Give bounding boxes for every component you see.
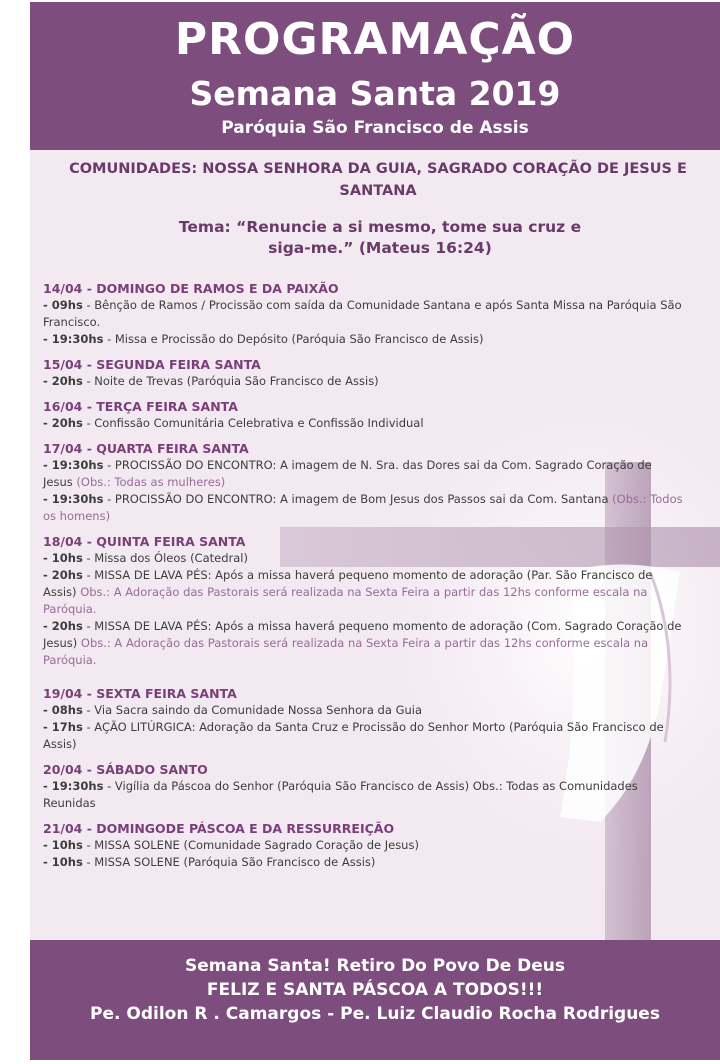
- day-title: 21/04 - DOMINGODE PÁSCOA E DA RESSURREIÇÃO: [43, 821, 395, 836]
- event-time: - 20hs: [43, 374, 83, 388]
- event-item: [43, 491, 683, 525]
- theme-quote: [130, 217, 630, 259]
- event-text: - Bênção de Ramos / Procissão com saída da Comunidade Santana e após Santa Missa na Paróquia São Francisco.: [43, 298, 682, 329]
- event-time: - 19:30hs: [43, 458, 104, 472]
- event-time: - 09hs: [43, 298, 83, 312]
- theme-line-2: siga-me.” (Mateus 16:24): [268, 239, 492, 257]
- event-text: - Missa e Procissão do Depósito (Paróquia São Francisco de Assis): [103, 332, 484, 346]
- day-block: [43, 533, 683, 669]
- day-block: [43, 398, 683, 432]
- event-time: - 10hs: [43, 551, 83, 565]
- event-note: (Obs.: Todas as mulheres): [76, 475, 226, 489]
- event-time: - 19:30hs: [43, 492, 104, 506]
- event-item: [43, 331, 683, 348]
- event-time: - 20hs: [43, 568, 83, 582]
- parish-name: Paróquia São Francisco de Assis: [221, 118, 529, 138]
- footer-line-3: Pe. Odilon R . Camargos - Pe. Luiz Claudio Rocha Rodrigues: [90, 1004, 660, 1024]
- event-item: [43, 702, 683, 719]
- event-text: - PROCISSÃO DO ENCONTRO: A imagem de N. Sra. das Dores sai da Com. Sagrado Coração de Jesus: [43, 458, 652, 489]
- event-text: - Missa dos Óleos (Catedral): [82, 551, 248, 565]
- event-item: [43, 618, 683, 669]
- event-item: [43, 457, 683, 491]
- event-time: - 20hs: [43, 619, 83, 633]
- event-time: - 10hs: [43, 838, 83, 852]
- event-item: [43, 373, 683, 390]
- event-note: Obs.: A Adoração das Pastorais será realizada na Sexta Feira a partir das 12hs conforme escala na Paróquia.: [43, 636, 649, 667]
- event-item: [43, 719, 683, 753]
- day-block: [43, 820, 683, 871]
- day-title: 19/04 - SEXTA FEIRA SANTA: [43, 686, 237, 701]
- event-item: [43, 778, 683, 812]
- flyer-sheet: [30, 2, 720, 1060]
- event-text: - Vigília da Páscoa do Senhor (Paróquia São Francisco de Assis) Obs.: Todas as Comunidades Reunidas: [43, 779, 638, 810]
- day-title: 20/04 - SÁBADO SANTO: [43, 762, 208, 777]
- event-text: - Via Sacra saindo da Comunidade Nossa Senhora da Guia: [82, 703, 423, 717]
- event-item: [43, 854, 683, 871]
- event-time: - 19:30hs: [43, 332, 104, 346]
- day-title: 14/04 - DOMINGO DE RAMOS E DA PAIXÃO: [43, 281, 339, 296]
- event-time: - 20hs: [43, 416, 83, 430]
- event-time: - 17hs: [43, 720, 83, 734]
- day-block: [43, 440, 683, 525]
- flyer-title: PROGRAMAÇÃO: [174, 14, 576, 65]
- event-text: - PROCISSÃO DO ENCONTRO: A imagem de Bom Jesus dos Passos sai da Com. Santana: [103, 492, 613, 506]
- day-block: [43, 761, 683, 812]
- event-item: [43, 550, 683, 567]
- day-title: 15/04 - SEGUNDA FEIRA SANTA: [43, 357, 261, 372]
- event-item: [43, 297, 683, 331]
- event-item: [43, 837, 683, 854]
- event-text: - Noite de Trevas (Paróquia São Francisco de Assis): [82, 374, 379, 388]
- footer-line-1: Semana Santa! Retiro Do Povo De Deus: [184, 956, 566, 976]
- event-time: - 08hs: [43, 703, 83, 717]
- event-text: - Confissão Comunitária Celebrativa e Confissão Individual: [82, 416, 424, 430]
- event-text: - MISSA DE LAVA PÉS: Após a missa haverá pequeno momento de adoração (Com. Sagrado Coração de Jesus): [43, 619, 682, 650]
- communities-line: COMUNIDADES: NOSSA SENHORA DA GUIA, SAGRADO CORAÇÃO DE JESUS E SANTANA: [69, 161, 687, 199]
- flyer-subtitle: Semana Santa 2019: [189, 74, 561, 113]
- theme-line-1: Tema: “Renuncie a si mesmo, tome sua cruz e: [178, 218, 582, 236]
- event-item: [43, 567, 683, 618]
- event-text: - MISSA SOLENE (Comunidade Sagrado Coração de Jesus): [82, 838, 419, 852]
- day-title: 16/04 - TERÇA FEIRA SANTA: [43, 399, 238, 414]
- footer-line-2: FELIZ E SANTA PÁSCOA A TODOS!!!: [206, 980, 544, 1000]
- event-time: - 10hs: [43, 855, 83, 869]
- day-block: [43, 280, 683, 348]
- event-item: [43, 415, 683, 432]
- header-band: [30, 2, 720, 150]
- event-text: - MISSA DE LAVA PÉS: Após a missa haverá pequeno momento de adoração (Par. São Francisco de Assis): [43, 568, 653, 599]
- footer-band: [30, 940, 720, 1060]
- day-block: [43, 356, 683, 390]
- schedule-list: [43, 280, 683, 879]
- day-title: 18/04 - QUINTA FEIRA SANTA: [43, 534, 246, 549]
- event-text: - AÇÃO LITÚRGICA: Adoração da Santa Cruz e Procissão do Senhor Morto (Paróquia São Francisco de Assis): [43, 720, 664, 751]
- event-text: - MISSA SOLENE (Paróquia São Francisco de Assis): [82, 855, 376, 869]
- event-note: Obs.: A Adoração das Pastorais será realizada na Sexta Feira a partir das 12hs conforme escala na Paróquia.: [43, 585, 648, 616]
- day-block: [43, 685, 683, 753]
- event-note: (Obs.: Todos os homens): [43, 492, 683, 523]
- event-time: - 19:30hs: [43, 779, 104, 793]
- day-title: 17/04 - QUARTA FEIRA SANTA: [43, 441, 249, 456]
